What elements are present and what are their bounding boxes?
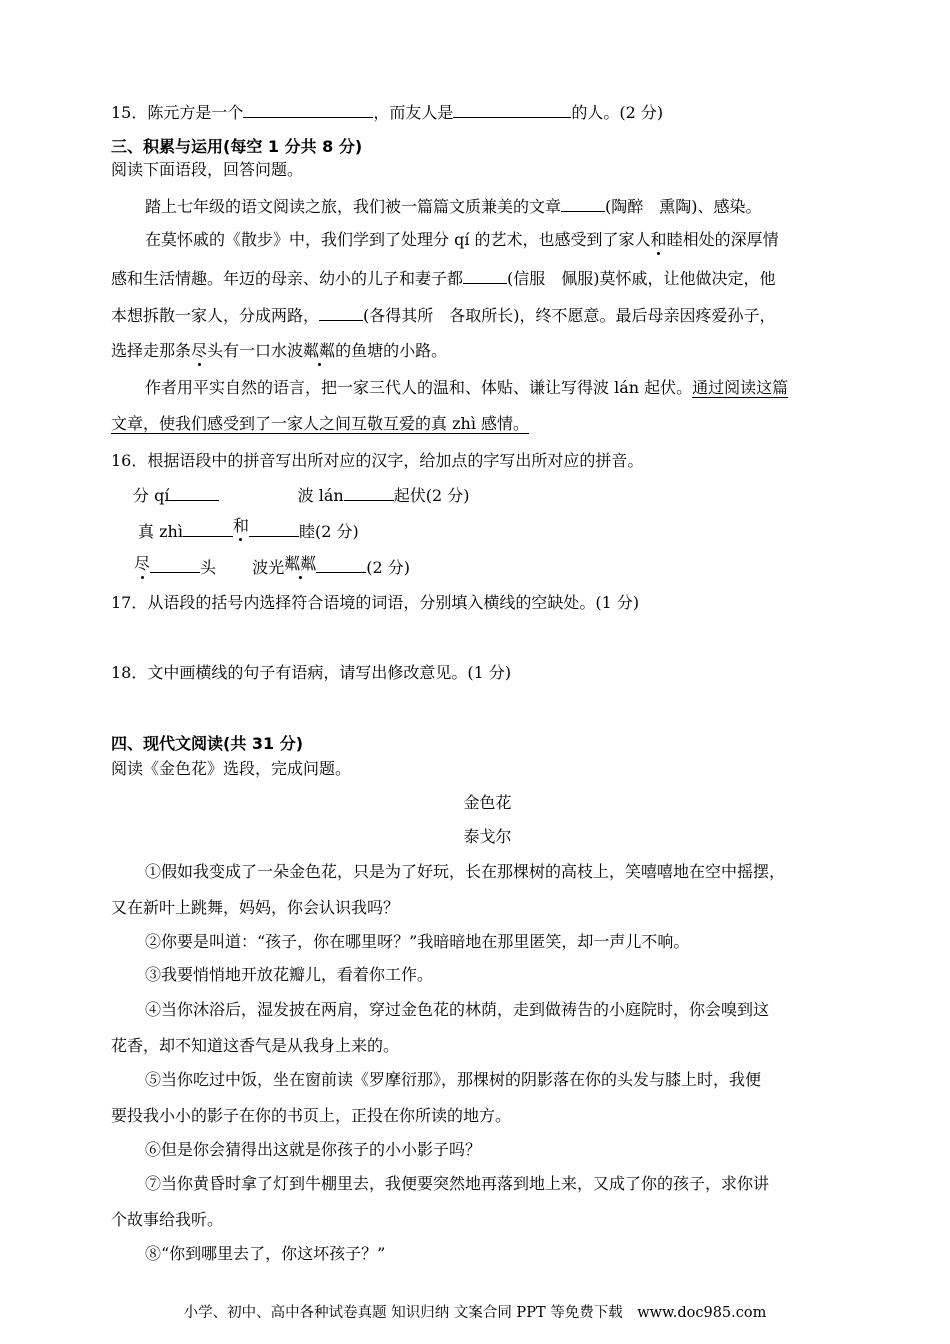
q16-row-1: 分 qí 波 lán 起伏(2 分) (133, 483, 469, 507)
poem-paragraph: ②你要是叫道：“孩子，你在哪里呀？”我暗暗地在那里匿笑，却一声儿不响。 (145, 932, 690, 951)
underlined-sentence: 通过阅读这篇 (692, 378, 789, 397)
poem-paragraph: ⑤当你吃过中饭，坐在窗前读《罗摩衍那》，那棵树的阴影落在你的头发与膝上时，我便 (145, 1070, 762, 1089)
question-18: 18．文中画横线的句子有语病，请写出修改意见。(1 分) (111, 663, 512, 682)
poem-paragraph: ⑥但是你会猜得出这就是你孩子的小小影子吗？ (145, 1140, 482, 1159)
poem-paragraph: ⑧“你到哪里去了，你这坏孩子？” (145, 1244, 386, 1263)
section-3-intro: 阅读下面语段，回答问题。 (111, 160, 304, 179)
answer-blank[interactable] (249, 519, 299, 537)
dotted-char: 尽 (191, 341, 208, 360)
question-15: 15．陈元方是一个 ，而友人是 的人。(2 分) (111, 100, 663, 124)
section-4-title: 四、现代文阅读(共 31 分) (111, 734, 304, 753)
q16-row-3: 尽 头 波光粼粼 (2 分) (134, 554, 411, 577)
poem-paragraph: 又在新叶上跳舞，妈妈，你会认识我吗？ (111, 898, 400, 917)
answer-blank[interactable] (344, 483, 394, 501)
question-16: 16．根据语段中的拼音写出所对应的汉字，给加点的字写出所对应的拼音。 (111, 451, 644, 470)
dotted-char: 粼粼 (303, 341, 336, 360)
answer-blank[interactable] (316, 555, 366, 573)
poem-paragraph: ①假如我变成了一朵金色花，只是为了好玩，长在那棵树的高枝上，笑嘻嘻地在空中摇摆， (145, 862, 786, 881)
answer-blank[interactable] (453, 100, 571, 118)
passage-paragraph-3-line-2 (111, 413, 529, 435)
fill-blank[interactable] (463, 266, 507, 284)
fill-blank[interactable] (319, 303, 363, 321)
poem-paragraph: ④当你沐浴后，湿发披在两肩，穿过金色花的林荫，走到做祷告的小庭院时，你会嗅到这 (145, 1000, 770, 1019)
passage-paragraph-2-line-3: 本想拆散一家人，分成两路， (各得其所 各取所长)，终不愿意。最后母亲因疼爱孙子， (111, 303, 776, 327)
answer-blank[interactable] (183, 519, 233, 537)
passage-paragraph-2-line-2: 感和生活情趣。年迈的母亲、幼小的儿子和妻子都 (信服 佩服)莫怀戚，让他做决定，他 (111, 266, 776, 290)
answer-blank[interactable] (169, 483, 219, 501)
poem-paragraph: 要投我小小的影子在你的书页上，正投在你所读的地方。 (111, 1106, 512, 1125)
dotted-char: 和 (650, 230, 667, 249)
q16-row-2: 真 zhì 和 睦(2 分) (138, 516, 359, 541)
poem-paragraph: 花香，却不知道这香气是从我身上来的。 (111, 1036, 400, 1055)
fill-blank[interactable] (561, 194, 605, 212)
poem-author: 泰戈尔 (463, 827, 512, 846)
answer-blank[interactable] (150, 555, 200, 573)
dotted-char: 粼粼 (284, 554, 317, 573)
page-footer: 小学、初中、高中各种试卷真题 知识归纳 文案合同 PPT 等免费下载 www.doc985.com (183, 1305, 767, 1321)
passage-paragraph-2-line-4: 选择走那条尽头有一口水波粼粼的鱼塘的小路。 (111, 341, 448, 360)
poem-paragraph: 个故事给我听。 (111, 1210, 224, 1229)
poem-paragraph: ⑦当你黄昏时拿了灯到牛棚里去，我便要突然地再落到地上来，又成了你的孩子，求你讲 (145, 1174, 770, 1193)
answer-blank[interactable] (243, 100, 373, 118)
underlined-sentence: 文章，使我们感受到了一家人之间互敬互爱的真 zhì 感情。 (111, 414, 530, 433)
poem-title: 金色花 (463, 793, 512, 812)
section-3-title: 三、积累与运用(每空 1 分共 8 分) (111, 137, 363, 156)
passage-paragraph-3-line-1: 作者用平实自然的语言，把一家三代人的温和、体贴、谦让写得波 lán 起伏。通过阅读这篇 (145, 378, 789, 397)
poem-paragraph: ③我要悄悄地开放花瓣儿，看着你工作。 (145, 965, 434, 984)
dotted-char: 和 (232, 516, 249, 535)
passage-paragraph-1: 踏上七年级的语文阅读之旅，我们被一篇篇文质兼美的文章 (陶醉 熏陶)、感染。 (145, 194, 762, 218)
section-4-intro: 阅读《金色花》选段，完成问题。 (111, 759, 352, 778)
question-17: 17．从语段的括号内选择符合语境的词语，分别填入横线的空缺处。(1 分) (111, 593, 640, 612)
dotted-char: 尽 (134, 554, 151, 573)
passage-paragraph-2-line-1: 在莫怀戚的《散步》中，我们学到了处理分 qí 的艺术，也感受到了家人和睦相处的深厚情 (145, 230, 779, 249)
